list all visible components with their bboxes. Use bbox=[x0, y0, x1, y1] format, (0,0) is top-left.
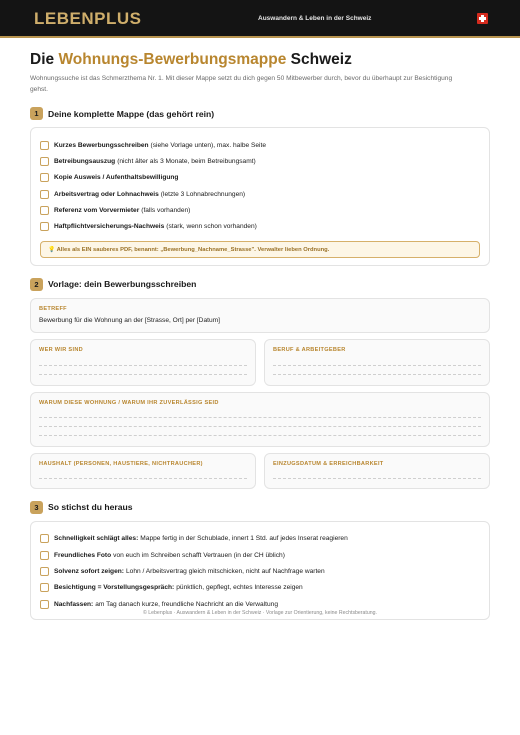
item-bold: Betreibungsauszug bbox=[54, 157, 116, 165]
write-line bbox=[39, 470, 247, 479]
einzugsdatum-field[interactable] bbox=[264, 453, 490, 489]
page-header bbox=[0, 0, 520, 38]
field-label: EINZUGSDATUM & ERREICHBARKEIT bbox=[273, 460, 384, 467]
item-bold: Besichtigung = Vorstellungsgespräch: bbox=[54, 584, 175, 592]
field-label: WER WIR SIND bbox=[39, 346, 83, 353]
item-text: Lohn / Arbeitsvertrag gleich mitschicken, nicht auf Nachfrage warten bbox=[125, 568, 325, 576]
checklist-card bbox=[30, 127, 490, 266]
item-bold: Kurzes Bewerbungsschreiben bbox=[54, 141, 149, 149]
brand-logo: LEBENPLUS bbox=[34, 9, 142, 28]
checklist-item[interactable] bbox=[40, 531, 480, 547]
checklist-item[interactable] bbox=[40, 137, 480, 153]
item-text: (letzte 3 Lohnabrechnungen) bbox=[160, 190, 246, 198]
page-title bbox=[30, 50, 490, 70]
checklist-item[interactable] bbox=[40, 170, 480, 186]
field-label: WARUM DIESE WOHNUNG / WARUM IHR ZUVERLÄSSIG SEID bbox=[39, 399, 219, 406]
write-line bbox=[39, 357, 247, 366]
checkbox[interactable] bbox=[40, 567, 49, 576]
write-line bbox=[39, 409, 481, 418]
betreff-field[interactable] bbox=[30, 298, 490, 333]
write-line bbox=[39, 366, 247, 375]
item-text: (nicht älter als 3 Monate, beim Betreibungsamt) bbox=[117, 157, 256, 165]
wer-wir-sind-field[interactable] bbox=[30, 339, 256, 386]
item-bold: Freundliches Foto bbox=[54, 551, 112, 559]
checkbox[interactable] bbox=[40, 551, 49, 560]
item-text: (falls vorhanden) bbox=[141, 206, 191, 214]
checkbox[interactable] bbox=[40, 141, 49, 150]
tips-card bbox=[30, 521, 490, 620]
section-2-header bbox=[30, 278, 490, 291]
section-title: Vorlage: dein Bewerbungsschreiben bbox=[48, 279, 197, 290]
item-bold: Referenz vom Vorvermieter bbox=[54, 206, 140, 214]
section-number-badge: 3 bbox=[30, 501, 43, 514]
item-bold: Kopie Ausweis / Aufenthaltsbewilligung bbox=[54, 174, 179, 182]
section-1-header bbox=[30, 107, 490, 120]
page-footer: © Lebenplus · Auswandern & Leben in der Schweiz · Vorlage zur Orientierung, keine Rechtsberatung. bbox=[143, 610, 377, 616]
title-part2: Schweiz bbox=[290, 51, 352, 68]
section-3-header bbox=[30, 501, 490, 514]
checkbox[interactable] bbox=[40, 583, 49, 592]
checkbox[interactable] bbox=[40, 157, 49, 166]
item-text: von euch im Schreiben schafft Vertrauen (in der CH üblich) bbox=[113, 551, 285, 559]
item-bold: Haftpflichtversicherungs-Nachweis bbox=[54, 223, 165, 231]
section-number-badge: 1 bbox=[30, 107, 43, 120]
checklist-item[interactable] bbox=[40, 186, 480, 202]
item-text: pünktlich, gepflegt, echtes Interesse zeigen bbox=[176, 584, 303, 592]
item-bold: Schnelligkeit schlägt alles: bbox=[54, 535, 139, 543]
item-text: (stark, wenn schon vorhanden) bbox=[166, 223, 257, 231]
checklist-item[interactable] bbox=[40, 580, 480, 596]
title-part1: Die bbox=[30, 51, 55, 68]
checkbox[interactable] bbox=[40, 190, 49, 199]
intro-text: Wohnungssuche ist das Schmerzthema Nr. 1. Mit dieser Mappe setzt du dich gegen 50 Mitbewerber durch, bevor du überhaupt zur Besichtigung gehst. bbox=[30, 75, 453, 93]
checkbox[interactable] bbox=[40, 222, 49, 231]
write-line bbox=[39, 418, 481, 427]
title-accent: Wohnungs-Bewerbungsmappe bbox=[58, 51, 287, 68]
beruf-arbeitgeber-field[interactable] bbox=[264, 339, 490, 386]
write-line bbox=[39, 427, 481, 436]
field-label: HAUSHALT (PERSONEN, HAUSTIERE, NICHTRAUCHER) bbox=[39, 460, 203, 467]
section-title: So stichst du heraus bbox=[48, 502, 133, 513]
field-value: Bewerbung für die Wohnung an der [Strasse, Ort] per [Datum] bbox=[39, 316, 220, 324]
section-number-badge: 2 bbox=[30, 278, 43, 291]
checklist-item[interactable] bbox=[40, 218, 480, 234]
section-title: Deine komplette Mappe (das gehört rein) bbox=[48, 108, 215, 119]
checkbox[interactable] bbox=[40, 600, 49, 609]
checkbox[interactable] bbox=[40, 173, 49, 182]
checklist-item[interactable] bbox=[40, 563, 480, 579]
item-text: (siehe Vorlage unten), max. halbe Seite bbox=[150, 141, 267, 149]
header-tagline: Auswandern & Leben in der Schweiz bbox=[258, 15, 372, 22]
item-text: am Tag danach kurze, freundliche Nachricht an die Verwaltung bbox=[95, 600, 278, 608]
write-line bbox=[273, 357, 481, 366]
item-bold: Nachfassen: bbox=[54, 600, 94, 608]
checkbox[interactable] bbox=[40, 206, 49, 215]
warum-field[interactable] bbox=[30, 392, 490, 447]
item-bold: Arbeitsvertrag oder Lohnachweis bbox=[54, 190, 159, 198]
item-text: Mappe fertig in der Schublade, innert 1 Std. auf jedes Inserat reagieren bbox=[140, 535, 348, 543]
tip-box: 💡 Alles als EIN sauberes PDF, benannt: „Bewerbung_Nachname_Strasse". Verwalter lieben Ordnung. bbox=[40, 241, 480, 258]
swiss-flag-icon bbox=[477, 13, 488, 24]
field-label: BERUF & ARBEITGEBER bbox=[273, 346, 346, 353]
checklist-item[interactable] bbox=[40, 153, 480, 169]
checkbox[interactable] bbox=[40, 534, 49, 543]
haushalt-field[interactable] bbox=[30, 453, 256, 489]
item-bold: Solvenz sofort zeigen: bbox=[54, 568, 124, 576]
checklist-item[interactable] bbox=[40, 202, 480, 218]
field-label: BETREFF bbox=[39, 305, 67, 312]
write-line bbox=[273, 470, 481, 479]
write-line bbox=[273, 366, 481, 375]
checklist-item[interactable] bbox=[40, 547, 480, 563]
main-content bbox=[30, 50, 490, 620]
